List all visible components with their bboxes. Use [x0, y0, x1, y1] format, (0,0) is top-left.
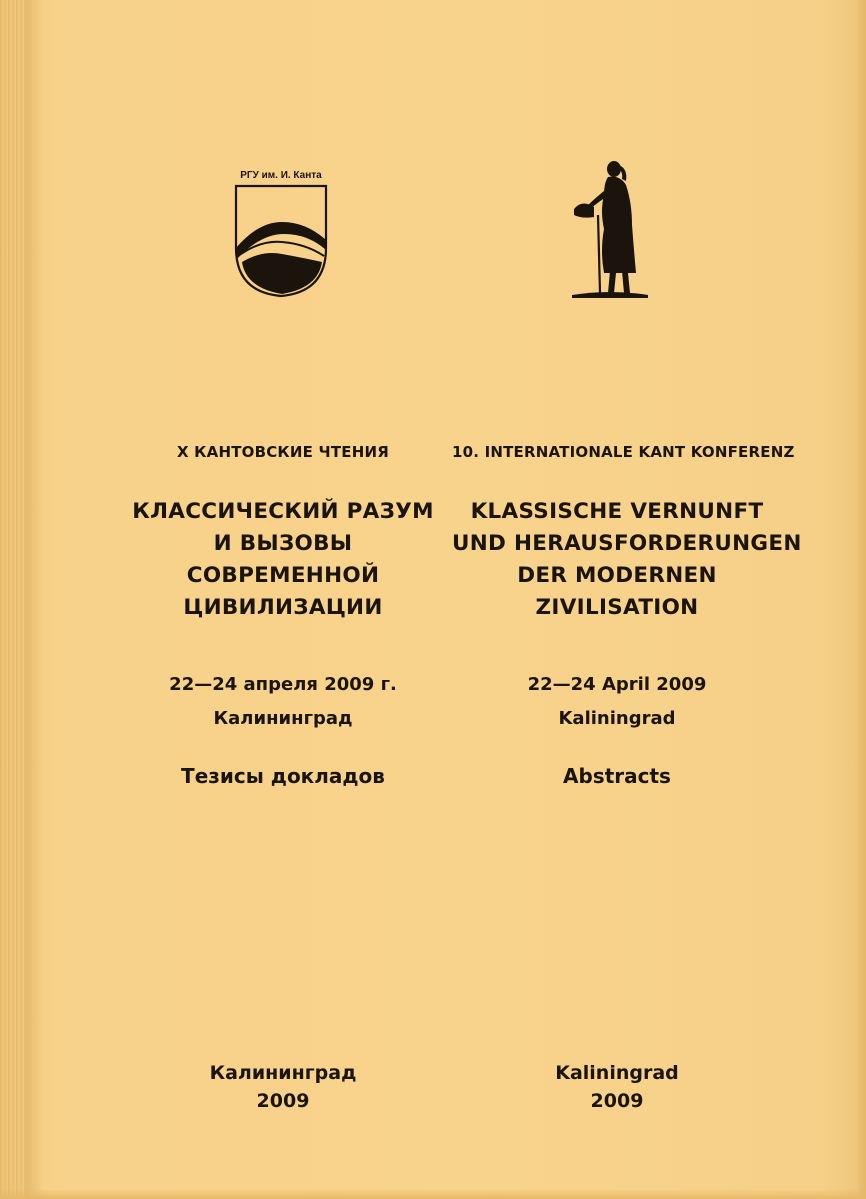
- conference-city-de: Kaliningrad: [558, 708, 676, 729]
- title-line-de-3: DER MODERNEN: [517, 563, 717, 588]
- conference-dates-ru: 22—24 апреля 2009 г.: [169, 674, 397, 695]
- title-line-ru-3: СОВРЕМЕННОЙ: [186, 563, 380, 588]
- imprint-city-de: Kaliningrad: [555, 1062, 679, 1084]
- title-line-de-4: ZIVILISATION: [535, 595, 699, 620]
- spine-shadow: [26, 0, 44, 1199]
- title-line-de-2: UND HERAUSFORDERUNGEN: [452, 531, 802, 556]
- title-line-ru-2: И ВЫЗОВЫ: [213, 531, 353, 556]
- conference-city-ru: Калининград: [213, 708, 353, 729]
- conference-title-ru: [118, 496, 448, 624]
- imprint-year-de: 2009: [590, 1090, 644, 1112]
- university-logo: [226, 170, 336, 300]
- conference-title-de: [452, 496, 802, 624]
- book-spine-edge: [0, 0, 26, 1199]
- title-line-ru-1: КЛАССИЧЕСКИЙ РАЗУМ: [132, 499, 434, 524]
- logo-caption: РГУ им. И. Канта: [240, 170, 322, 181]
- page-edge-bottom: [0, 1189, 866, 1199]
- publication-type-en: Abstracts: [563, 764, 671, 788]
- kant-silhouette-icon: [570, 155, 650, 300]
- title-line-ru-4: ЦИВИЛИЗАЦИИ: [183, 595, 383, 620]
- publication-type-ru: Тезисы докладов: [181, 764, 385, 788]
- conference-series-ru: X КАНТОВСКИЕ ЧТЕНИЯ: [177, 443, 389, 461]
- title-line-de-1: KLASSISCHE VERNUNFT: [470, 499, 764, 524]
- conference-dates-de: 22—24 April 2009: [527, 674, 707, 695]
- page-edge-right: [856, 0, 866, 1199]
- imprint-year-ru: 2009: [256, 1090, 310, 1112]
- university-shield-wave-emblem-icon: [226, 170, 336, 300]
- conference-series-de: 10. INTERNATIONALE KANT KONFERENZ: [452, 443, 795, 461]
- imprint-city-ru: Калининград: [209, 1062, 357, 1084]
